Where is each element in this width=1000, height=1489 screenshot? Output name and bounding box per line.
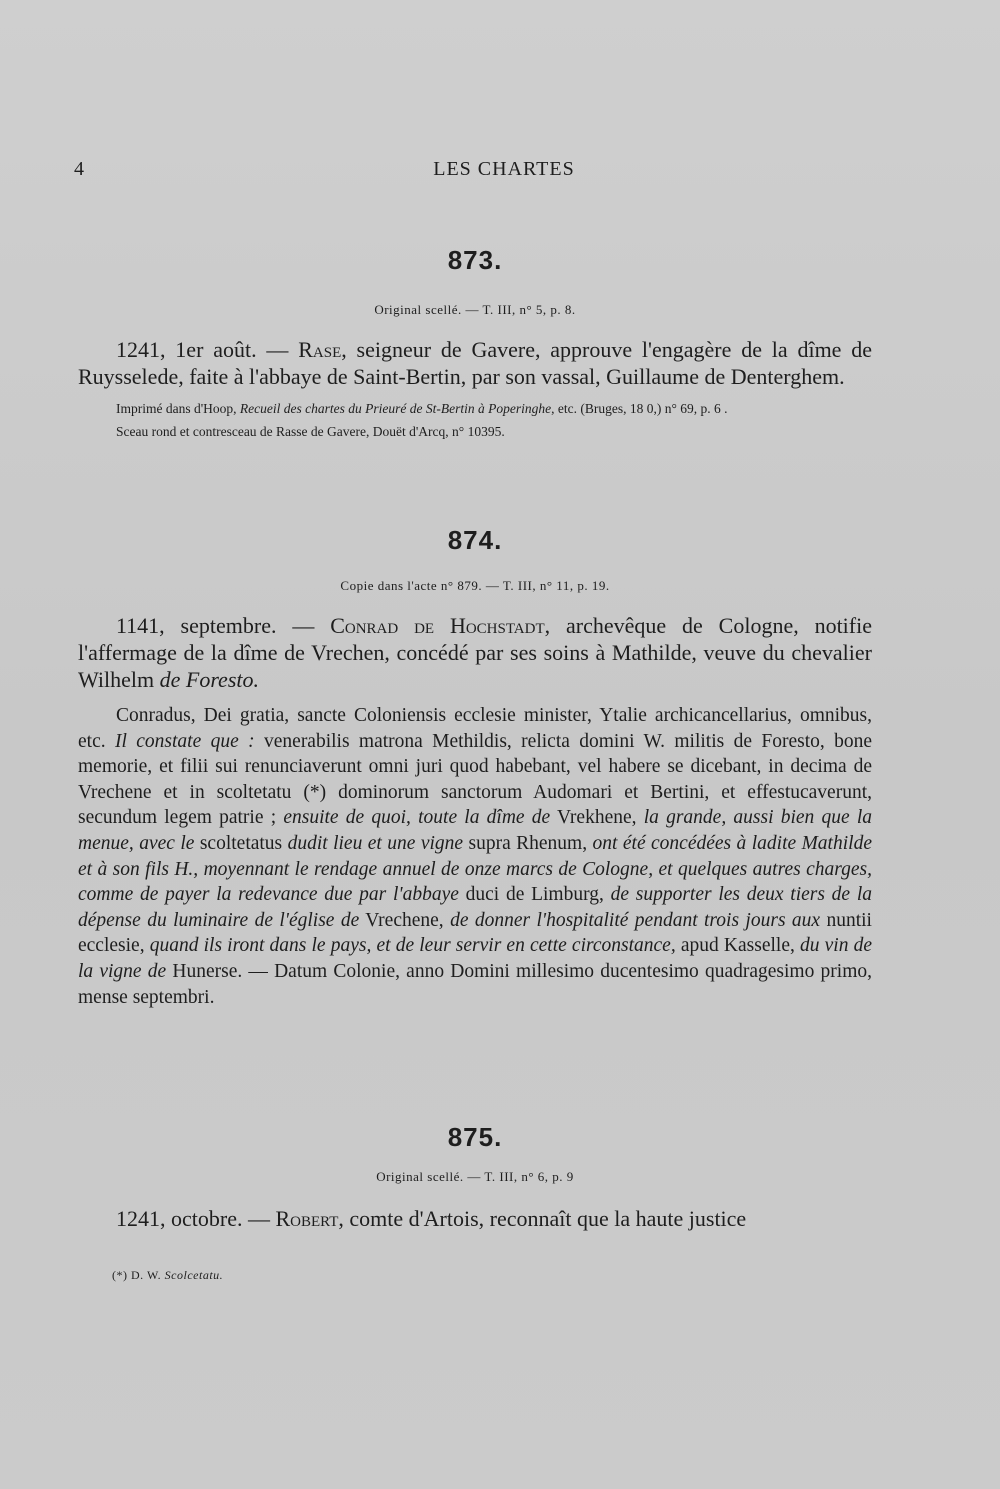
body-text: scoltetatus [194,832,288,854]
charter-entry-875 [78,1122,872,1232]
running-title: LES CHARTES [433,158,575,180]
seal-note: Sceau rond et contresceau de Rasse de Gavere, Douët d'Arcq, n° 10395. [116,424,505,439]
body-text: nuntii ecclesie, [78,909,872,957]
body-italic: Il constate que : [114,730,255,752]
footnote-text: Scolcetatu. [164,1268,224,1282]
body-italic: du vin de la vigne de [78,935,873,982]
summary-person: Rase, [298,337,347,362]
note-title: Recueil des chartes du Prieuré de St-Bertin à Poperinghe [239,401,552,416]
note-text: Imprimé dans d'Hoop, [116,401,240,416]
summary-text: comte d'Artois, reconnaît que la haute justice [343,1206,747,1231]
body-text: apud Kasselle, [675,935,800,957]
summary-date: 1241, octobre. — [116,1206,270,1231]
charter-body [78,703,872,1010]
charter-number: 874. [447,525,503,555]
body-italic: ensuite de quoi, toute la dîme de [283,807,551,829]
charter-source: Original scellé. — T. III, n° 5, p. 8. [374,302,576,317]
body-italic: de supporter les deux tiers de la dépense du luminaire de l'église de [78,884,872,931]
charter-number: 873. [447,245,503,275]
body-text: duci de Limburg, [458,884,611,906]
summary-italic: de Foresto. [159,667,259,692]
body-text: Hunerse. — Datum Colonie, anno Domini millesimo ducentesimo quadragesimo primo, mense septembri. [78,960,872,1008]
print-note [78,400,872,418]
charter-summary [78,612,872,693]
footnote [112,1268,223,1283]
body-text: supra Rhenum, [463,832,593,854]
summary-date: 1141, septembre. — [116,613,315,638]
summary-person: Conrad de Hochstadt, [330,613,551,638]
page-header [74,158,874,188]
body-italic: quand ils iront dans le pays, et de leur servir en cette circonstance, [149,935,676,957]
charter-source: Original scellé. — T. III, n° 6, p. 9 [376,1169,574,1184]
charter-entry-873 [78,245,872,441]
body-italic: ont été concédées à ladite Mathilde et à son fils H., moyennant le rendage annuel de onze marcs de Cologne, et quelques autres charges, comme de payer la redevance due par l'abbaye [78,832,872,906]
summary-date: 1241, 1er août. [116,337,257,362]
body-italic: de donner l'hospitalité pendant trois jours aux [450,909,821,931]
body-text: Conradus, Dei gratia, sancte Coloniensis ecclesie minister, Ytalie archicancellarius, omnibus, etc. [78,705,872,752]
note-text-end: , etc. (Bruges, 18 0,) n° 69, p. 6 . [551,401,728,416]
page-number: 4 [74,158,84,180]
footnote-marker: (*) D. W. [112,1268,165,1282]
charter-entry-874 [78,525,872,1010]
body-text: Vrekhene, [550,807,644,829]
body-italic: dudit lieu et une vigne [287,832,464,854]
charter-number: 875. [447,1122,503,1152]
summary-text: seigneur de Gavere, approuve l'engagère de la dîme de Ruysselede, faite à l'abbaye de Saint-Bertin, par son vassal, Guillaume de Denterghem. [78,337,873,389]
summary-person: Robert, [275,1206,344,1231]
charter-source: Copie dans l'acte n° 879. — T. III, n° 11, p. 19. [340,578,610,593]
body-italic: la grande, aussi bien que la menue, avec le [78,807,872,854]
charter-summary: 1241, 1er août. — Rase, seigneur de Gavere, approuve l'engagère de la dîme de Ruysselede, faite à l'abbaye de Saint-Bertin, par son vassal, Guillaume de Denterghem. [78,337,873,389]
summary-text: archevêque de Cologne, notifie l'affermage de la dîme de Vrechen, concédé par ses soins à Mathilde, veuve du chevalier Wilhelm [78,613,872,692]
body-text: venerabilis matrona Methildis, relicta domini W. militis de Foresto, bone memorie, et filii sui renunciaverunt omni juri quod habebant, vel habere se dicebant, in decima de Vrechene et in scoltetatu (*) dominorum sanctorum Audomari et Bertini, et effestucaverunt, secundum legem patrie ; [78,730,873,829]
body-text: Vrechene, [359,909,451,931]
charter-summary [78,1205,872,1232]
